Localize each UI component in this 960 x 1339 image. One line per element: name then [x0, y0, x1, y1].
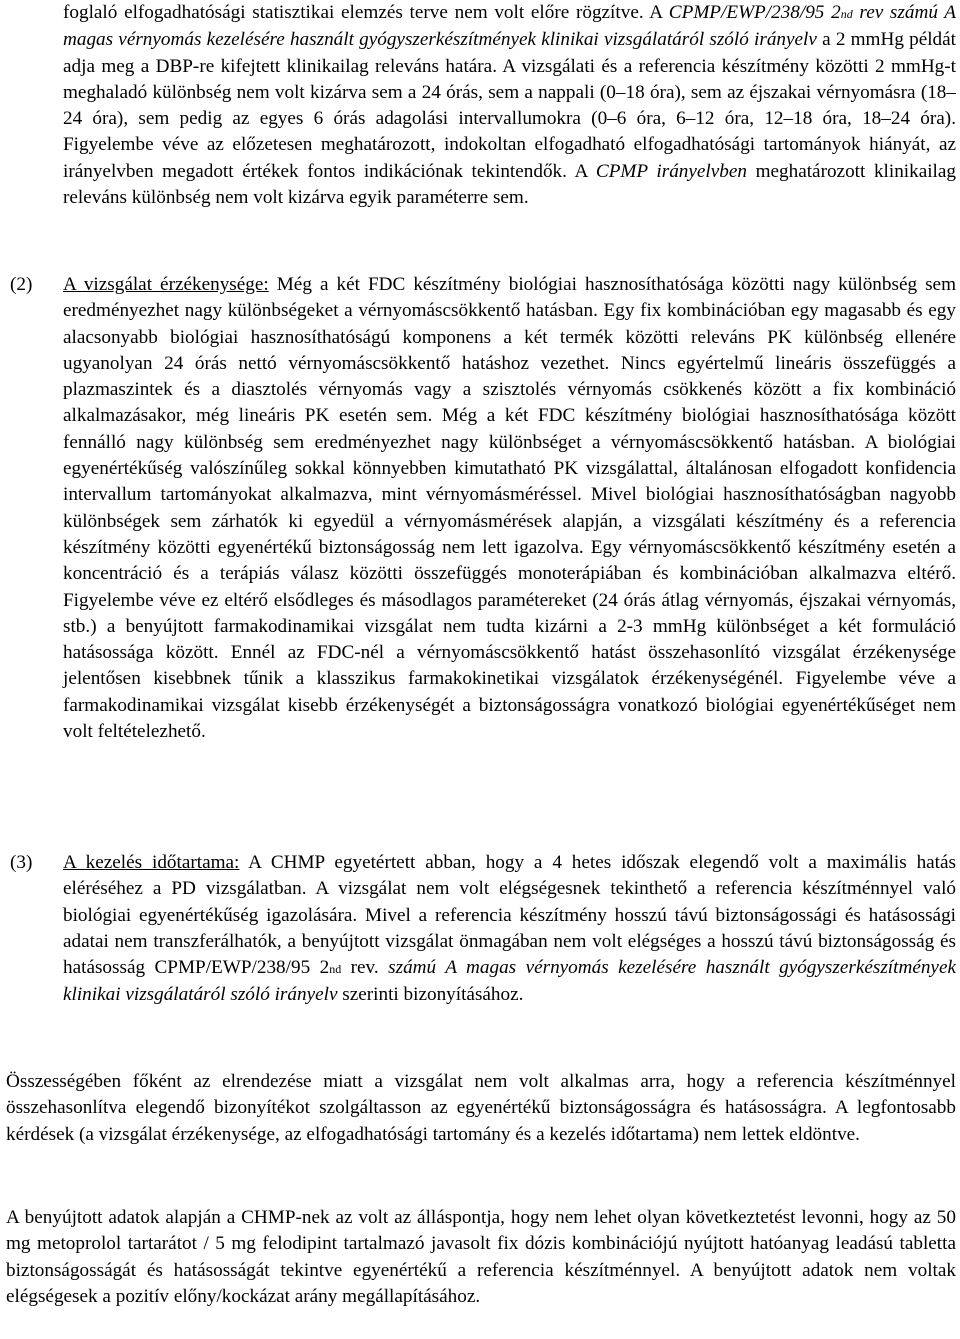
guideline-title: rev számú A magas vérnyomás kezelésére használt gyógyszerkészítmények klinikai vizsgálatáról szóló irányelv — [63, 2, 957, 51]
continuation-paragraph — [63, 0, 956, 211]
duration-text-3: szerinti bizonyításához. — [337, 984, 524, 1006]
continuation-text-1: foglaló elfogadhatósági statisztikai elemzés terve nem volt előre rögzítve. A — [63, 2, 669, 23]
guideline-reference-suffix: nd — [840, 7, 853, 21]
guideline-reference-code: CPMP/EWP/238/95 2 — [668, 2, 841, 23]
item-number-3: (3) — [10, 852, 33, 873]
summary-paragraph: Összességében főként az elrendezése miatt a vizsgálat nem volt alkalmas arra, hogy a referencia készítménnyel összehasonlítva elegendő bizonyítékot szolgáltasson az egyenértékű biztonságosságra és hatásosságra. A legfontosabb kérdések (a vizsgálat érzékenysége, az elfogadhatósági tartomány és a kezelés időtartama) nem lettek eldöntve. — [6, 1071, 956, 1145]
sensitivity-text: Még a két FDC készítmény biológiai hasznosíthatósága közötti nagy különbség sem eredményezhet nagy különbségeket a vérnyomáscsökkentő hatásban. Egy fix kombinációban egy magasabb és egy alacsonyabb biológiai hasznosíthatóságú komponens a két termék közötti releváns PK különbség ellenére ugyanolyan 24 órás nettó vérnyomáscsökkentő hatáshoz vezethet. Nincs egyértelmű lineáris összefüggés a plazmaszintek és a diasztolés vérnyomás vagy a szisztolés vérnyomás csökkenés között a fix kombináció alkalmazásakor, még lineáris PK esetén sem. Még a két FDC készítmény biológiai hasznosíthatósága között fennálló nagy különbség sem eredményezhet nagy különbséget a vérnyomáscsökkentő hatásban. A biológiai egyenértékűség valószínűleg sokkal könnyebben kimutatható PK vizsgálattal, általánosan elfogadott konfidencia intervallum tartományokat alkalmazva, mint vérnyomásméréssel. Mivel biológiai hasznosíthatóságban nagyobb különbségek sem zárhatók ki egyedül a vérnyomásmérések alapján, a vizsgálati készítmény és a referencia készítmény közötti egyenértékű biztonságosság nem lett igazolva. Egy vérnyomáscsökkentő készítmény esetén a koncentráció és a terápiás válasz közötti összefüggés monoterápiában és kombinációban alkalmazva eltérő. Figyelembe véve ez eltérő elsődleges és másodlagos paramétereket (24 órás átlag vérnyomás, éjszakai vérnyomás, stb.) a benyújtott farmakodinamikai vizsgálat nem tudta kizárni a 2-3 mmHg különbséget a két formuláció hatásossága között. Ennél az FDC-nél a vérnyomáscsökkentő hatást összehasonlító vizsgálat érzékenysége jelentősen kisebbnek tűnik a klasszikus farmakokinetikai vizsgálatok érzékenységénél. Figyelembe véve a farmakodinamikai vizsgálat kisebb érzékenységét a biztonságosságra vonatkozó biológiai egyenértékűséget nem volt feltételezhető. — [63, 274, 956, 743]
item-number-2: (2) — [10, 274, 33, 295]
duration-reference-suffix: nd — [329, 962, 342, 977]
duration-text-2: rev. — [341, 957, 389, 979]
continuation-text-3: meghatározott klinikailag releváns különbség nem volt kizárva egyik paraméterre sem. — [63, 160, 957, 209]
sensitivity-paragraph — [63, 272, 956, 745]
duration-text-1: A CHMP egyetértett abban, hogy a 4 hetes időszak elegendő volt a maximális hatás eléréséhez a PD vizsgálatban. A vizsgálat nem volt elégségesnek tekinthető a referencia készítménnyel való biológiai egyenértékűség igazolására. Mivel a referencia készítmény hosszú távú biztonságossági és hatásossági adatai nem transzferálhatók, a benyújtott vizsgálat önmagában nem volt elégséges a hosszú távú biztonságosság és hatásosság CPMP/EWP/238/95 2 — [63, 852, 956, 979]
conclusion-paragraph: A benyújtott adatok alapján a CHMP-nek az volt az álláspontja, hogy nem lehet olyan következtetést levonni, hogy az 50 mg metoprolol tartarátot / 5 mg felodipint tartalmazó javasolt fix dózis kombinációjú nyújtott hatóanyag leadású tabletta biztonságosságát és hatásosságát tekintve egyenértékű a referencia készítménnyel. A benyújtott adatok nem voltak elégségesek a pozitív előny/kockázat arány megállapításához. — [6, 1207, 956, 1307]
continuation-text-2: a 2 mmHg példát adja meg a DBP-re kifejtett klinikailag releváns határa. A vizsgálati és a referencia készítmény közötti 2 mmHg-t meghaladó különbség nem volt kizárva sem a 24 órás, sem a nappali (0–18 óra), sem az éjszakai vérnyomásra (18–24 óra), sem pedig az egyes 6 órás adagolási intervallumokra (0–6 óra, 6–12 óra, 12–18 óra, 18–24 óra). Figyelembe véve az előzetesen meghatározott, indokoltan elfogadható elfogadhatósági tartományok hiányát, az irányelvben megadott értékek fontos indikációnak tekintendők. A — [63, 29, 956, 182]
duration-paragraph — [63, 850, 956, 1009]
sensitivity-heading: A vizsgálat érzékenysége: — [63, 274, 269, 295]
duration-heading: A kezelés időtartama: — [63, 852, 240, 873]
cpmp-guideline-reference: CPMP irányelvben — [595, 160, 747, 182]
duration-guideline-title: számú A magas vérnyomás kezelésére használt gyógyszerkészítmények klinikai vizsgálatáról szóló irányelv — [63, 957, 956, 1006]
